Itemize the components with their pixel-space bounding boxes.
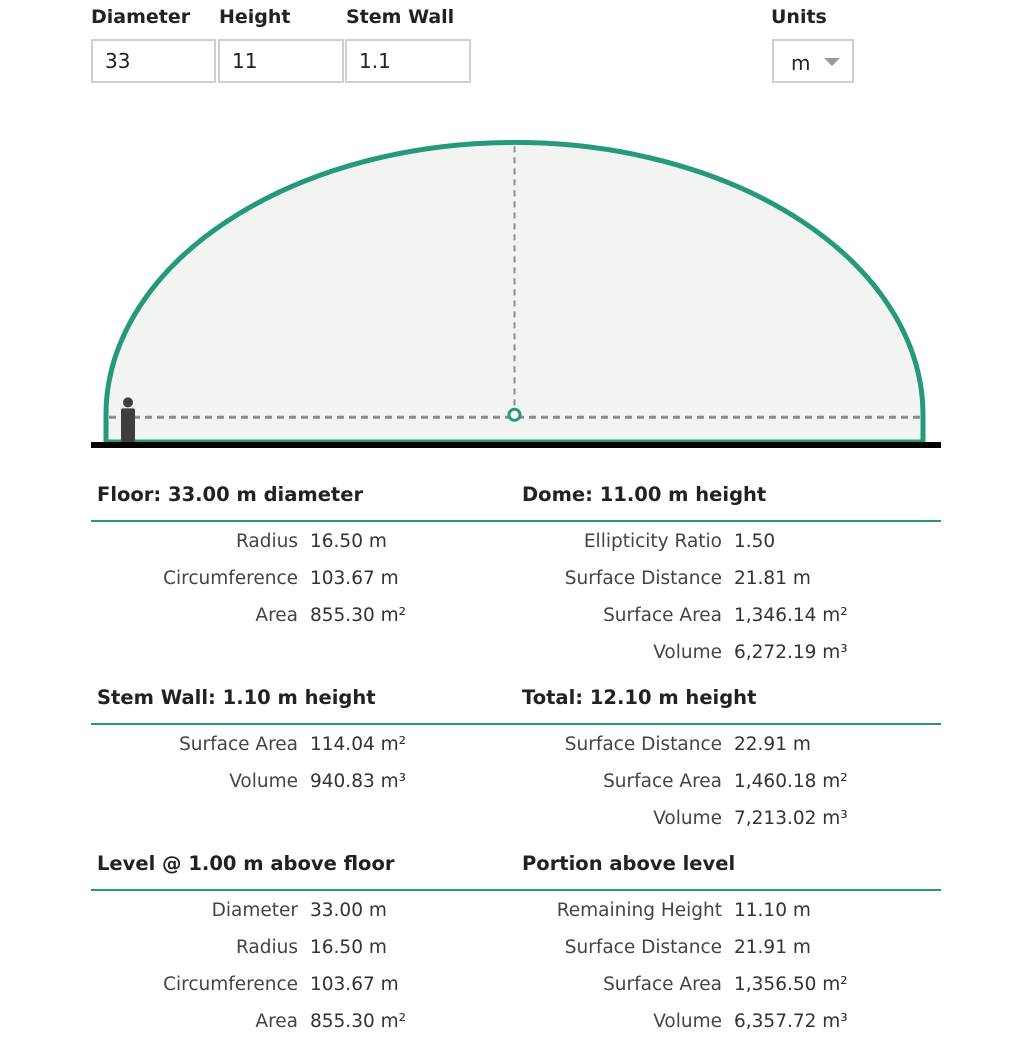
dome-section-title: Dome: 11.00 m height (522, 483, 767, 506)
stat-value: 7,213.02 m³ (734, 808, 848, 829)
units-label: Units (771, 6, 827, 28)
stat-value: 114.04 m² (310, 734, 407, 755)
stat-value: 1,346.14 m² (734, 605, 848, 626)
stat-value: 16.50 m (310, 937, 387, 958)
ground-line (91, 442, 941, 448)
stem-wall-label: Stem Wall (346, 6, 455, 28)
portion-section-title: Portion above level (522, 852, 736, 875)
stat-label: Diameter (211, 900, 298, 921)
stat-value: 940.83 m³ (310, 771, 407, 792)
stat-value: 21.91 m (734, 937, 811, 958)
stat-label: Radius (235, 937, 298, 958)
stat-value: 22.91 m (734, 734, 811, 755)
stat-label: Circumference (163, 568, 298, 589)
stat-value: 103.67 m (310, 974, 399, 995)
height-label: Height (219, 6, 291, 28)
chevron-down-icon (824, 58, 840, 66)
stat-label: Surface Distance (564, 568, 722, 589)
stat-label: Surface Area (603, 771, 722, 792)
stem-wall-input[interactable] (345, 39, 471, 83)
units-select[interactable] (772, 39, 854, 83)
stat-value: 1,460.18 m² (734, 771, 848, 792)
floor-section-title: Floor: 33.00 m diameter (97, 483, 364, 506)
units-selected-value: m (791, 51, 811, 75)
stat-label: Volume (653, 1011, 722, 1032)
level-section-title: Level @ 1.00 m above floor (97, 852, 395, 875)
stat-label: Ellipticity Ratio (583, 531, 722, 552)
stat-label: Surface Distance (564, 937, 722, 958)
stat-label: Surface Area (603, 974, 722, 995)
stat-value: 855.30 m² (310, 1011, 407, 1032)
total-section-title: Total: 12.10 m height (522, 686, 757, 709)
stat-value: 855.30 m² (310, 605, 407, 626)
stat-value: 21.81 m (734, 568, 811, 589)
stat-value: 1.50 (734, 531, 776, 552)
stat-label: Volume (653, 642, 722, 663)
stat-value: 33.00 m (310, 900, 387, 921)
stat-value: 6,272.19 m³ (734, 642, 848, 663)
stat-value: 6,357.72 m³ (734, 1011, 848, 1032)
diameter-label: Diameter (91, 6, 191, 28)
center-marker (509, 409, 520, 420)
stat-value: 1,356.50 m² (734, 974, 848, 995)
stat-label: Surface Distance (564, 734, 722, 755)
stat-label: Surface Area (603, 605, 722, 626)
stat-value: 16.50 m (310, 531, 387, 552)
diameter-input[interactable] (91, 39, 216, 83)
height-input[interactable] (218, 39, 344, 83)
stat-label: Surface Area (179, 734, 298, 755)
dome-diagram (0, 100, 1024, 460)
stat-value: 11.10 m (734, 900, 811, 921)
stem-wall-section-title: Stem Wall: 1.10 m height (97, 686, 376, 709)
stat-label: Remaining Height (556, 900, 722, 921)
stat-value: 103.67 m (310, 568, 399, 589)
stat-label: Radius (235, 531, 298, 552)
stat-label: Volume (229, 771, 298, 792)
stat-label: Area (255, 1011, 298, 1032)
stat-label: Area (255, 605, 298, 626)
stat-label: Circumference (163, 974, 298, 995)
stat-label: Volume (653, 808, 722, 829)
